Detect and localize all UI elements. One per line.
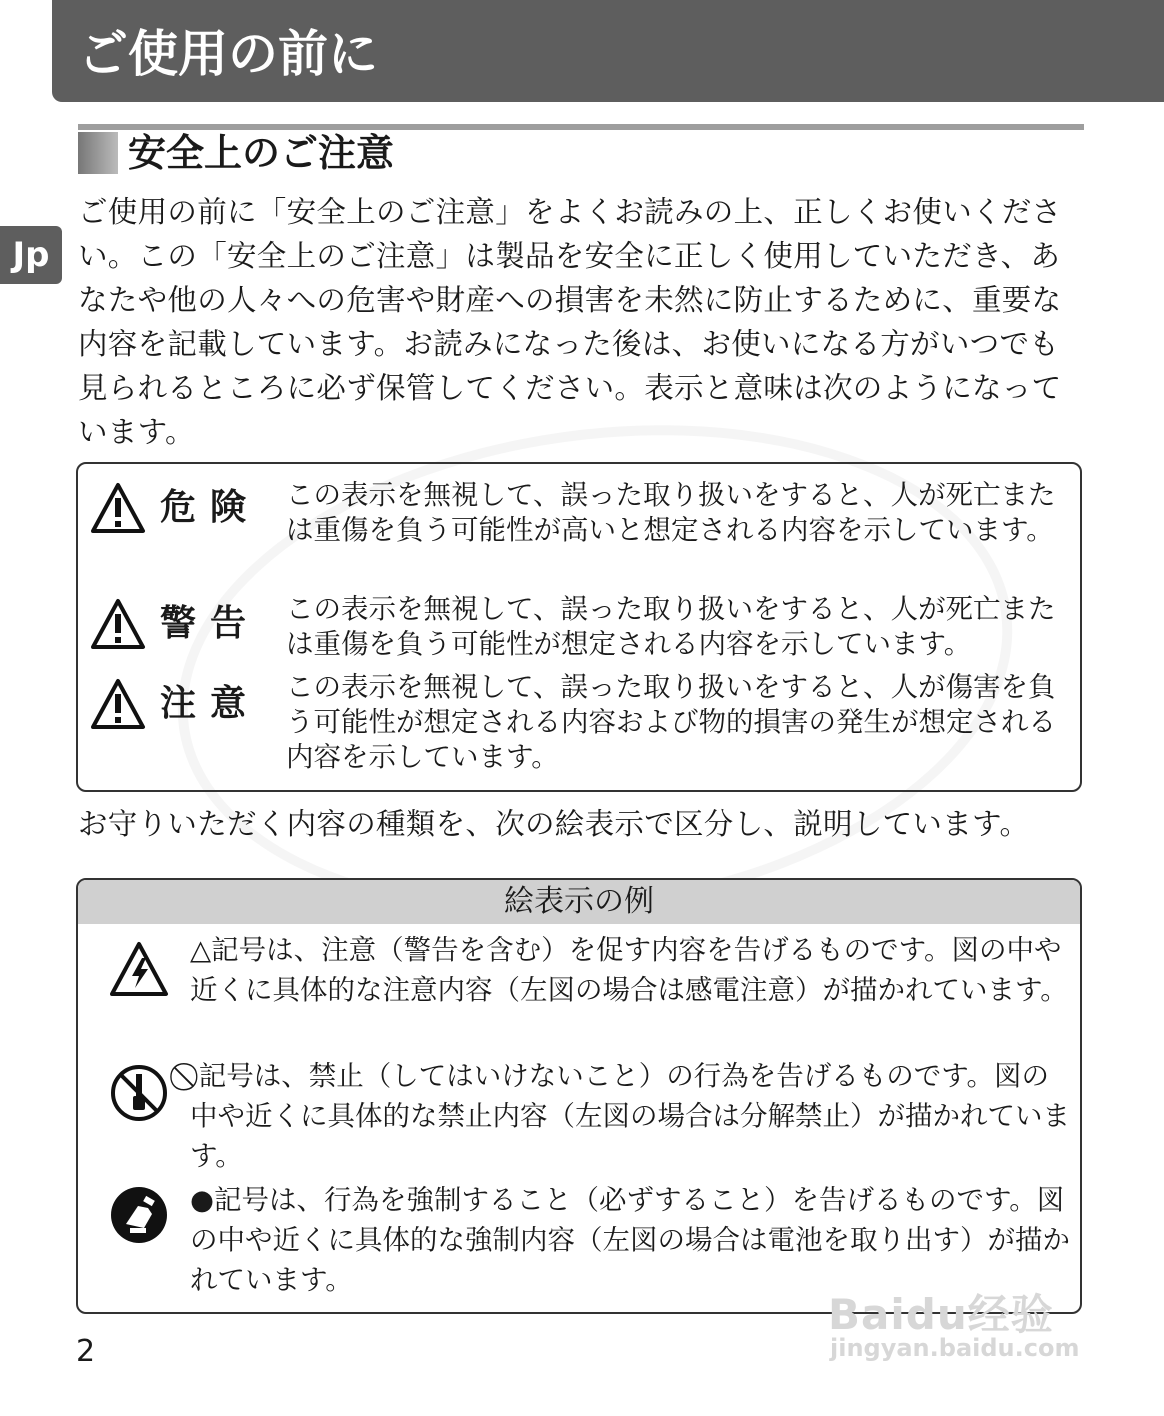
no-disassembly-icon bbox=[108, 1062, 170, 1124]
page-number: 2 bbox=[76, 1334, 96, 1369]
warning-triangle-icon bbox=[90, 598, 146, 650]
example-desc-shock: △記号は、注意（警告を含む）を促す内容を告げるものです。図の中や近くに具体的な注意内容（左図の場合は感電注意）が描かれています。 bbox=[190, 934, 1068, 1006]
pictogram-guide-text: お守りいただく内容の種類を、次の絵表示で区分し、説明しています。 bbox=[78, 807, 1030, 841]
hazard-levels-box bbox=[76, 462, 1082, 792]
level-desc-caution: この表示を無視して、誤った取り扱いをすると、人が傷害を負う可能性が想定される内容および物的損害の発生が想定される内容を示しています。 bbox=[286, 671, 1056, 773]
intro-paragraph: ご使用の前に「安全上のご注意」をよくお読みの上、正しくお使いください。この「安全上のご注意」は製品を安全に正しく使用していただき、あなたや他の人々への危害や財産への損害を未然に防止するために、重要な内容を記載しています。お読みになった後は、お使いになる方がいつでも見られるところに必ず保管してください。表示と意味は次のようになっています。 bbox=[78, 195, 1062, 449]
section-title: 安全上のご注意 bbox=[128, 131, 395, 175]
language-tab: Jp bbox=[0, 226, 62, 284]
level-label-warning: 警告 bbox=[160, 603, 261, 644]
examples-title: 絵表示の例 bbox=[78, 880, 1080, 924]
electric-shock-warning-icon bbox=[108, 938, 170, 1000]
page-title: ご使用の前に bbox=[78, 25, 378, 83]
remove-battery-icon bbox=[108, 1184, 170, 1246]
level-desc-danger: この表示を無視して、誤った取り扱いをすると、人が死亡または重傷を負う可能性が高いと想定される内容を示しています。 bbox=[286, 479, 1056, 546]
example-desc-mandatory: ●記号は、行為を強制すること（必ずすること）を告げるものです。図の中や近くに具体的な強制内容（左図の場合は電池を取り出す）が描かれています。 bbox=[190, 1184, 1070, 1296]
level-label-caution: 注意 bbox=[160, 683, 261, 724]
pictogram-examples-box bbox=[76, 878, 1082, 1314]
level-label-danger: 危険 bbox=[160, 487, 261, 528]
example-desc-prohibit: ⃠ 記号は、禁止（してはいけないこと）の行為を告げるものです。図の中や近くに具体的な禁止内容（左図の場合は分解禁止）が描かれています。 bbox=[190, 1060, 1070, 1172]
watermark-brand: Baidu经验 bbox=[828, 1290, 1054, 1339]
warning-triangle-icon bbox=[90, 678, 146, 730]
section-marker bbox=[78, 132, 118, 174]
level-desc-warning: この表示を無視して、誤った取り扱いをすると、人が死亡または重傷を負う可能性が想定される内容を示しています。 bbox=[286, 593, 1056, 660]
warning-triangle-icon bbox=[90, 482, 146, 534]
watermark-url: jingyan.baidu.com bbox=[830, 1334, 1080, 1362]
